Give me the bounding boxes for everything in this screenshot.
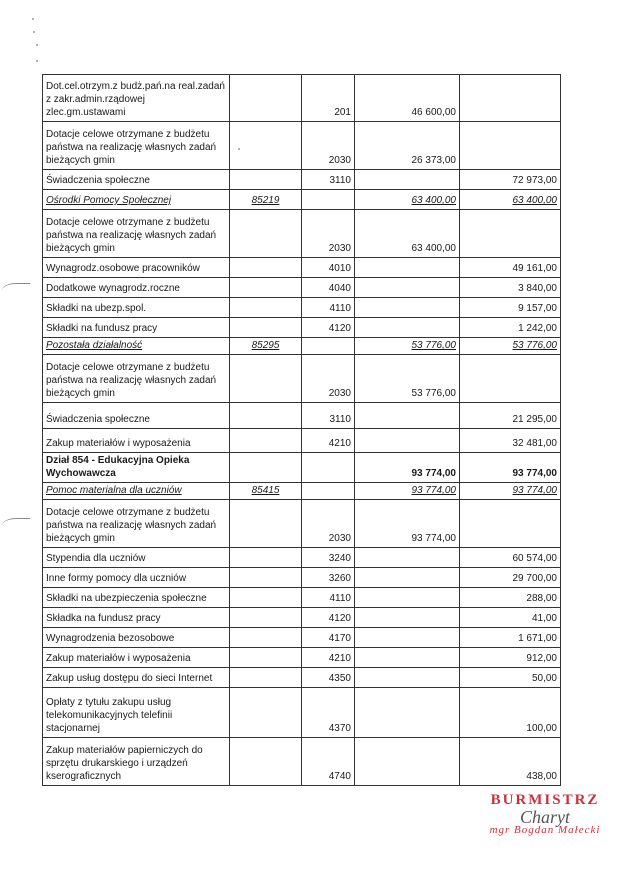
row-paragraph-cell	[302, 338, 355, 355]
row-paragraph-cell	[302, 483, 355, 500]
signature-title: BURMISTRZ	[490, 792, 600, 808]
row-chapter-cell	[230, 190, 302, 210]
row-planned-cell	[355, 298, 460, 318]
table-row	[43, 258, 561, 278]
row-paragraph-text: 4170	[328, 633, 351, 644]
row-chapter-cell	[230, 258, 302, 278]
row-paragraph-cell	[302, 738, 355, 786]
row-executed-text: 288,00	[526, 593, 557, 604]
table-row	[43, 500, 561, 548]
row-executed-cell	[460, 403, 561, 429]
row-name-text: Zakup materiałów i wyposażenia	[46, 438, 191, 449]
row-chapter-cell	[230, 588, 302, 608]
row-paragraph-text: 3110	[329, 414, 351, 425]
row-name-cell	[43, 298, 230, 318]
row-executed-cell	[460, 170, 561, 190]
signature-name: mgr Bogdan Małecki	[489, 824, 601, 836]
table-row	[43, 668, 561, 688]
budget-table	[42, 74, 561, 786]
section-row	[43, 453, 561, 483]
row-executed-cell	[460, 648, 561, 668]
row-planned-cell	[355, 568, 460, 588]
row-paragraph-cell	[302, 568, 355, 588]
margin-mark	[2, 518, 30, 533]
row-name-text: Dotacje celowe otrzymane z budżetu państwa na realizację własnych zadań bieżących gmin	[46, 217, 217, 254]
row-name-cell	[43, 210, 230, 258]
row-planned-cell	[355, 122, 460, 170]
row-executed-text: 29 700,00	[512, 573, 557, 584]
table-row	[43, 210, 561, 258]
row-name-text: Składki na fundusz pracy	[46, 323, 158, 334]
table-row	[43, 608, 561, 628]
row-executed-text: 53 776,00	[512, 340, 557, 351]
row-name-cell	[43, 429, 230, 453]
signature-handwriting: Charyt	[519, 807, 570, 827]
row-name-cell	[43, 338, 230, 355]
row-name-text: Dotacje celowe otrzymane z budżetu państwa na realizację własnych zadań bieżących gmin	[46, 362, 217, 399]
row-name-text: Dotacje celowe otrzymane z budżetu państwa na realizację własnych zadań bieżących gmin	[46, 129, 217, 166]
row-planned-cell	[355, 738, 460, 786]
row-chapter-text: 85219	[251, 195, 280, 206]
table-row	[43, 122, 561, 170]
row-executed-text: 21 295,00	[512, 414, 557, 425]
row-name-cell	[43, 628, 230, 648]
row-planned-text: 63 400,00	[411, 243, 456, 254]
row-paragraph-cell	[302, 278, 355, 298]
row-executed-cell	[460, 122, 561, 170]
row-name-text: Opłaty z tytułu zakupu usług telekomunikacyjnych telefinii stacjonarnej	[46, 697, 173, 734]
row-executed-text: 93 774,00	[512, 468, 557, 479]
row-name-text: Pozostała działalność	[46, 340, 143, 351]
row-planned-cell	[355, 278, 460, 298]
row-paragraph-cell	[302, 318, 355, 338]
row-planned-text: 93 774,00	[411, 533, 456, 544]
subsection-row	[43, 483, 561, 500]
table-row	[43, 278, 561, 298]
table-row	[43, 355, 561, 403]
row-planned-cell	[355, 429, 460, 453]
row-planned-cell	[355, 453, 460, 483]
row-planned-cell	[355, 688, 460, 738]
row-chapter-cell	[230, 75, 302, 122]
row-executed-text: 32 481,00	[512, 438, 557, 449]
budget-table-body	[43, 75, 561, 786]
row-executed-cell	[460, 738, 561, 786]
row-executed-cell	[460, 500, 561, 548]
row-executed-cell	[460, 338, 561, 355]
row-planned-cell	[355, 548, 460, 568]
row-name-cell	[43, 403, 230, 429]
row-executed-text: 49 161,00	[512, 263, 557, 274]
row-planned-text: 93 774,00	[411, 485, 456, 496]
row-executed-cell	[460, 258, 561, 278]
row-executed-cell	[460, 318, 561, 338]
row-chapter-cell	[230, 453, 302, 483]
row-paragraph-cell	[302, 355, 355, 403]
row-paragraph-cell	[302, 453, 355, 483]
row-executed-text: 41,00	[531, 613, 557, 624]
row-name-text: Dział 854 - Edukacyjna Opieka Wychowawcza	[46, 455, 190, 479]
row-executed-cell	[460, 483, 561, 500]
row-name-cell	[43, 355, 230, 403]
table-row	[43, 298, 561, 318]
row-paragraph-text: 4210	[328, 653, 351, 664]
table-row	[43, 688, 561, 738]
row-name-text: Dot.cel.otrzym.z budż.pań.na real.zadań z zakr.admin.rządowej zlec.gm.ustawami	[46, 81, 225, 118]
row-paragraph-cell	[302, 122, 355, 170]
row-name-text: Świadczenia społeczne	[46, 414, 150, 425]
row-name-cell	[43, 648, 230, 668]
table-row	[43, 588, 561, 608]
subsection-row	[43, 190, 561, 210]
row-paragraph-text: 3240	[328, 553, 351, 564]
row-name-cell	[43, 608, 230, 628]
row-paragraph-cell	[302, 258, 355, 278]
row-paragraph-cell	[302, 688, 355, 738]
table-row	[43, 403, 561, 429]
row-planned-cell	[355, 483, 460, 500]
row-paragraph-cell	[302, 628, 355, 648]
row-paragraph-cell	[302, 170, 355, 190]
row-paragraph-text: 201	[334, 107, 351, 118]
row-executed-text: 9 157,00	[518, 303, 557, 314]
row-paragraph-cell	[302, 190, 355, 210]
row-paragraph-text: 4010	[328, 263, 351, 274]
row-paragraph-text: 4120	[328, 613, 351, 624]
table-row	[43, 170, 561, 190]
row-name-text: Zakup materiałów papierniczych do sprzętu drukarskiego i urządzeń kserograficznych	[46, 745, 203, 782]
row-paragraph-text: 2030	[328, 388, 351, 399]
row-chapter-text: 85295	[251, 340, 280, 351]
row-name-cell	[43, 738, 230, 786]
row-executed-cell	[460, 355, 561, 403]
row-paragraph-cell	[302, 500, 355, 548]
table-row	[43, 548, 561, 568]
row-name-text: Składki na ubezp.spol.	[46, 303, 147, 314]
row-paragraph-cell	[302, 648, 355, 668]
table-row	[43, 75, 561, 122]
row-name-cell	[43, 548, 230, 568]
row-name-text: Dodatkowe wynagrodz.roczne	[46, 283, 180, 294]
row-executed-cell	[460, 210, 561, 258]
row-executed-cell	[460, 688, 561, 738]
row-paragraph-text: 4210	[328, 438, 351, 449]
row-chapter-cell	[230, 318, 302, 338]
row-executed-cell	[460, 548, 561, 568]
row-name-text: Ośrodki Pomocy Społecznej	[46, 195, 172, 206]
row-paragraph-cell	[302, 588, 355, 608]
row-name-cell	[43, 668, 230, 688]
row-chapter-cell	[230, 170, 302, 190]
row-planned-cell	[355, 588, 460, 608]
row-planned-cell	[355, 338, 460, 355]
row-name-text: Składka na fundusz pracy	[46, 613, 161, 624]
row-planned-cell	[355, 608, 460, 628]
row-chapter-cell	[230, 338, 302, 355]
row-name-text: Inne formy pomocy dla uczniów	[46, 573, 187, 584]
margin-mark	[2, 283, 30, 298]
row-executed-text: 100,00	[526, 723, 557, 734]
row-name-text: Składki na ubezpieczenia społeczne	[46, 593, 207, 604]
row-paragraph-cell	[302, 429, 355, 453]
row-paragraph-text: 2030	[328, 243, 351, 254]
row-name-cell	[43, 588, 230, 608]
row-planned-cell	[355, 75, 460, 122]
row-executed-cell	[460, 568, 561, 588]
row-planned-cell	[355, 318, 460, 338]
row-executed-text: 1 671,00	[518, 633, 557, 644]
row-chapter-cell	[230, 608, 302, 628]
row-chapter-cell	[230, 298, 302, 318]
row-executed-text: 63 400,00	[512, 195, 557, 206]
row-paragraph-cell	[302, 298, 355, 318]
row-planned-cell	[355, 403, 460, 429]
row-executed-text: 60 574,00	[512, 553, 557, 564]
row-executed-text: 93 774,00	[512, 485, 557, 496]
row-paragraph-cell	[302, 403, 355, 429]
row-executed-cell	[460, 278, 561, 298]
row-paragraph-text: 4740	[328, 771, 351, 782]
row-name-cell	[43, 318, 230, 338]
row-executed-text: 50,00	[531, 673, 557, 684]
row-name-cell	[43, 688, 230, 738]
row-name-text: Pomoc materialna dla uczniów	[46, 485, 182, 496]
row-paragraph-cell	[302, 75, 355, 122]
row-executed-text: 1 242,00	[518, 323, 557, 334]
row-name-cell	[43, 500, 230, 548]
row-chapter-cell	[230, 429, 302, 453]
row-name-cell	[43, 568, 230, 588]
table-row	[43, 628, 561, 648]
row-executed-cell	[460, 453, 561, 483]
row-planned-cell	[355, 355, 460, 403]
row-name-cell	[43, 453, 230, 483]
subsection-row	[43, 338, 561, 355]
row-chapter-cell	[230, 628, 302, 648]
row-executed-cell	[460, 298, 561, 318]
row-chapter-cell	[230, 355, 302, 403]
row-name-cell	[43, 170, 230, 190]
row-executed-cell	[460, 429, 561, 453]
row-name-text: Zakup materiałów i wyposażenia	[46, 653, 191, 664]
table-row	[43, 648, 561, 668]
row-chapter-cell	[230, 648, 302, 668]
row-planned-cell	[355, 500, 460, 548]
row-name-text: Wynagrodzenia bezosobowe	[46, 633, 175, 644]
row-planned-cell	[355, 648, 460, 668]
row-planned-cell	[355, 170, 460, 190]
row-planned-cell	[355, 668, 460, 688]
row-planned-cell	[355, 258, 460, 278]
row-chapter-cell	[230, 568, 302, 588]
row-name-cell	[43, 278, 230, 298]
row-chapter-cell	[230, 278, 302, 298]
table-row	[43, 568, 561, 588]
row-planned-cell	[355, 210, 460, 258]
row-chapter-cell	[230, 122, 302, 170]
row-name-text: Dotacje celowe otrzymane z budżetu państwa na realizację własnych zadań bieżących gmin	[46, 507, 217, 544]
row-chapter-cell	[230, 403, 302, 429]
row-paragraph-text: 2030	[328, 533, 351, 544]
row-paragraph-text: 4120	[328, 323, 351, 334]
row-name-cell	[43, 75, 230, 122]
row-planned-text: 93 774,00	[411, 468, 456, 479]
table-row	[43, 429, 561, 453]
row-paragraph-cell	[302, 548, 355, 568]
row-chapter-cell	[230, 668, 302, 688]
row-paragraph-text: 4350	[328, 673, 351, 684]
row-name-text: Zakup usług dostępu do sieci Internet	[46, 673, 213, 684]
row-paragraph-text: 3110	[329, 175, 351, 186]
row-chapter-cell	[230, 548, 302, 568]
row-paragraph-cell	[302, 668, 355, 688]
row-name-text: Świadczenia społeczne	[46, 175, 150, 186]
row-paragraph-text: 4040	[328, 283, 351, 294]
row-name-text: Stypendia dla uczniów	[46, 553, 146, 564]
row-executed-cell	[460, 628, 561, 648]
mayor-signature	[470, 792, 620, 836]
row-name-cell	[43, 483, 230, 500]
row-paragraph-text: 4370	[328, 723, 351, 734]
row-executed-text: 912,00	[526, 653, 557, 664]
row-chapter-text: 85415	[251, 485, 280, 496]
row-planned-cell	[355, 628, 460, 648]
row-name-cell	[43, 122, 230, 170]
table-row	[43, 738, 561, 786]
row-executed-text: 72 973,00	[512, 175, 557, 186]
row-planned-cell	[355, 190, 460, 210]
row-name-cell	[43, 190, 230, 210]
row-planned-text: 53 776,00	[411, 388, 456, 399]
row-chapter-cell	[230, 688, 302, 738]
row-paragraph-cell	[302, 210, 355, 258]
row-paragraph-text: 3260	[328, 573, 351, 584]
row-planned-text: 26 373,00	[411, 155, 456, 166]
row-executed-cell	[460, 75, 561, 122]
row-paragraph-cell	[302, 608, 355, 628]
row-executed-text: 3 840,00	[518, 283, 557, 294]
row-executed-text: 438,00	[526, 771, 557, 782]
row-executed-cell	[460, 608, 561, 628]
table-row	[43, 318, 561, 338]
row-paragraph-text: 4110	[329, 593, 351, 604]
row-executed-cell	[460, 588, 561, 608]
row-chapter-cell	[230, 738, 302, 786]
row-planned-text: 46 600,00	[411, 107, 456, 118]
row-planned-text: 53 776,00	[411, 340, 456, 351]
row-executed-cell	[460, 190, 561, 210]
row-executed-cell	[460, 668, 561, 688]
row-name-cell	[43, 258, 230, 278]
row-paragraph-text: 2030	[328, 155, 351, 166]
row-planned-text: 63 400,00	[411, 195, 456, 206]
row-paragraph-text: 4110	[329, 303, 351, 314]
row-chapter-cell	[230, 483, 302, 500]
row-chapter-cell	[230, 210, 302, 258]
row-name-text: Wynagrodz.osobowe pracowników	[46, 263, 200, 274]
row-chapter-cell	[230, 500, 302, 548]
